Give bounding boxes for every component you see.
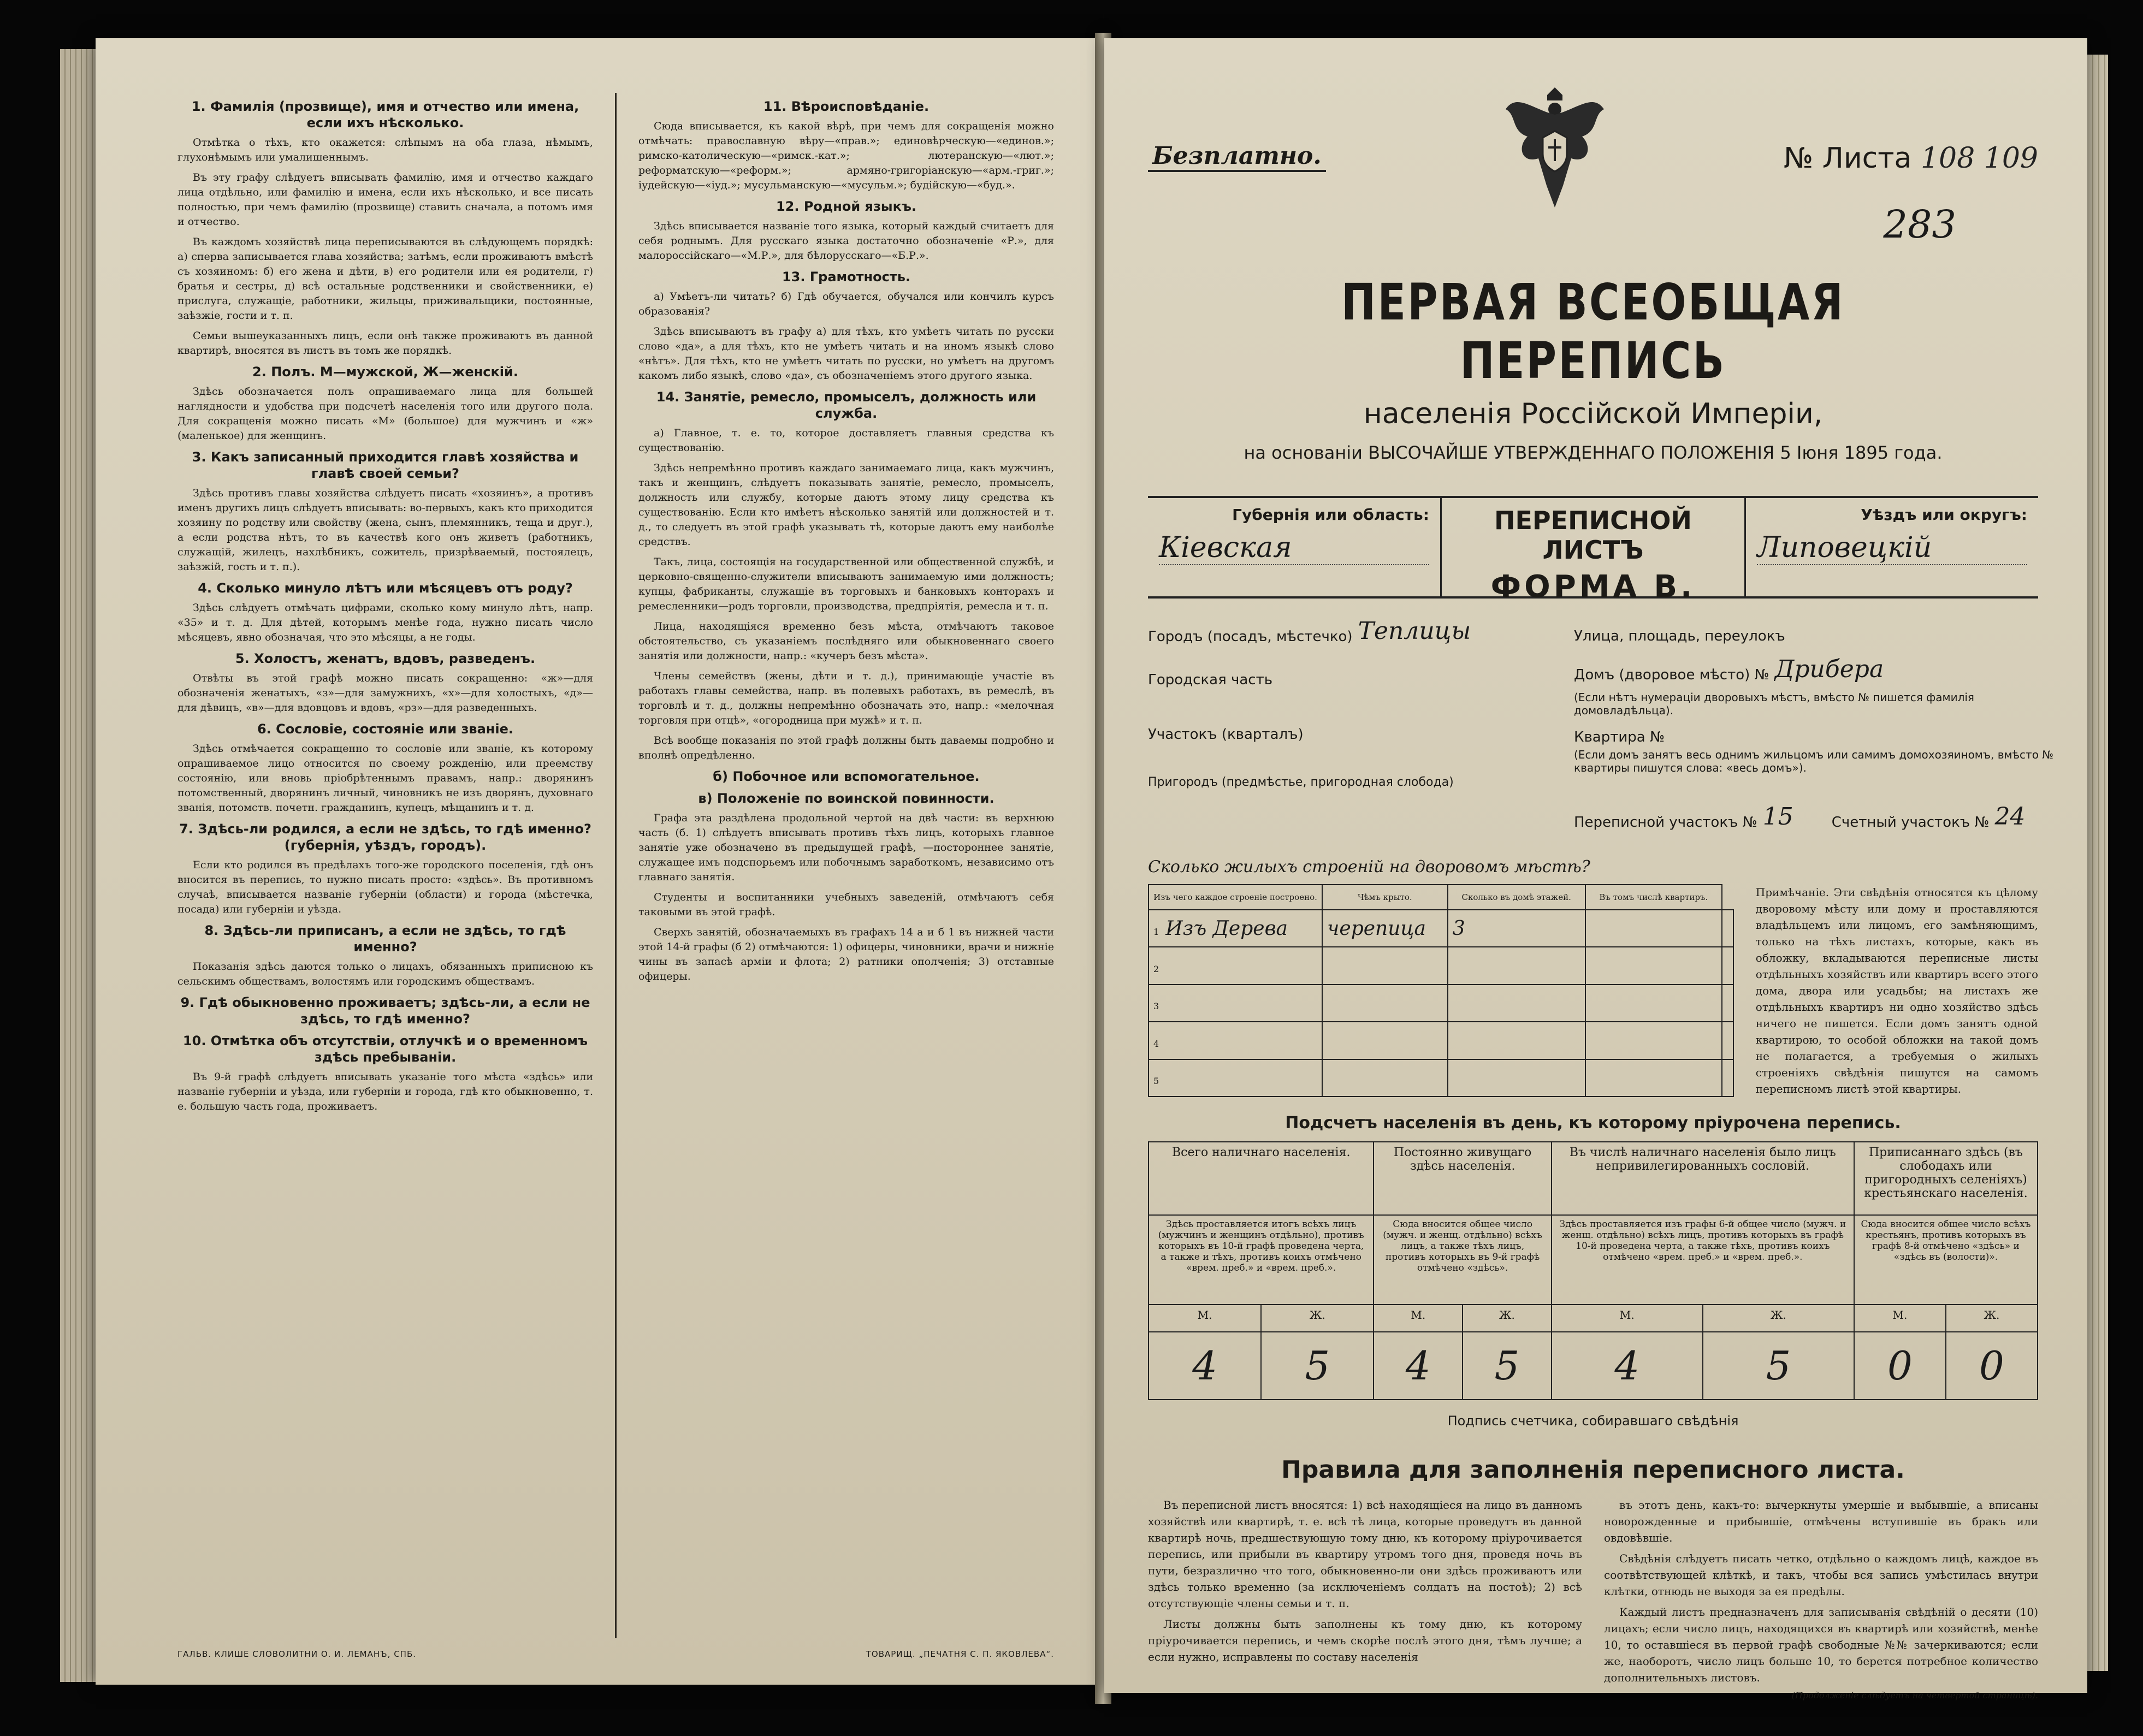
section-heading: 1. Фамилія (прозвище), имя и отчество или имена, если ихъ нѣсколько. xyxy=(191,99,579,131)
count-head-peasants: Приписаннаго здѣсь (въ слободахъ или пригородныхъ селеніяхъ) крестьянскаго населенія. xyxy=(1854,1142,2038,1215)
census-area-row xyxy=(1574,803,2025,831)
buildings-header-flats: Въ томъ числѣ квартиръ. xyxy=(1585,885,1722,910)
rules-title: Правила для заполненія переписного листа. xyxy=(1281,1456,1905,1484)
flats-cell xyxy=(1722,985,1733,1022)
rule-paragraph: Листы должны быть заполнены къ тому дню, къ которому пріурочивается перепись, и чемъ скорѣе послѣ этого дня, тѣмъ лучше; а если нужно, исправлены по составу населенія xyxy=(1148,1617,1582,1663)
population-count-table xyxy=(1148,1141,2038,1400)
female-column-label: Ж. xyxy=(1703,1305,1854,1332)
instruction-paragraph: Всѣ вообще показанія по этой графѣ должны быть даваемы подробно и вполнѣ опредѣленно. xyxy=(638,734,1054,761)
count-desc-permanent: Сюда вносится общее число (мужч. и женщ. отдѣльно) всѣхъ лицъ, а также тѣхъ лицъ, противъ которыхъ въ 9-й графѣ отмѣчено «здѣсь». xyxy=(1374,1215,1551,1305)
count-value: 5 xyxy=(1463,1332,1552,1400)
town-value: Теплицы xyxy=(1358,617,1471,645)
female-column-label: Ж. xyxy=(1261,1305,1374,1332)
uezd-value: Липовецкій xyxy=(1757,531,2027,565)
house-note-row xyxy=(1574,691,2038,717)
buildings-row xyxy=(1149,947,1733,984)
buildings-table xyxy=(1148,884,1734,1097)
count-head-present: Всего наличнаго населенія. xyxy=(1149,1142,1374,1215)
instruction-paragraph: Семьи вышеуказанныхъ лицъ, если онѣ также проживаютъ въ данной квартирѣ, вносятся въ листъ въ томъ же порядкѣ. xyxy=(177,330,593,357)
instruction-paragraph: Члены семействъ (жены, дѣти и т. д.), принимающіе участіе въ работахъ главы семейства, напр. въ полевыхъ работахъ, въ ремеслѣ, въ торговлѣ и т. д., должны непремѣнно обозначать это, напр.: «мелочная торговля при отцѣ», «огородница при мужѣ» и т. п. xyxy=(638,670,1054,726)
population-count-title: Подсчетъ населенія въ день, къ которому пріурочена перепись. xyxy=(1285,1113,1901,1133)
form-type-cell xyxy=(1442,498,1744,605)
census-area-label: Переписной участокъ № xyxy=(1574,814,1757,831)
instruction-paragraph: Такъ, лица, состоящія на государственной или общественной службѣ, и церковно-священно-служители вписываютъ занимаемую ими должность; купцы, фабриканты, служащіе въ торговыхъ и банковыхъ конторахъ и ремесленники—родъ торговли, производства, предпріятія, ремесла и т. п. xyxy=(638,556,1054,612)
section-heading: б) Побочное или вспомогательное. xyxy=(713,769,980,784)
count-area-label: Счетный участокъ № xyxy=(1831,814,1990,831)
section-heading: 5. Холостъ, женатъ, вдовъ, разведенъ. xyxy=(235,651,536,666)
instruction-paragraph: Если кто родился въ предѣлахъ того-же городского поселенія, гдѣ онъ вносится въ перепись, то нужно писать просто: «здѣсь». Въ противномъ случаѣ, вписывается названіе губерніи (области) и города (мѣстечка, посада) или губерніи и уѣзда. xyxy=(177,859,593,915)
material-cell xyxy=(1322,1059,1448,1097)
address-block xyxy=(1148,612,2054,852)
instruction-paragraph: Здѣсь непремѣнно противъ каждаго занимаемаго лица, какъ мужчинъ, такъ и женщинъ, слѣдуетъ показывать занятіе, ремесло, промыселъ, должность или службу, которые даютъ этому лицу средства къ существованію. Если кто имѣетъ нѣсколько занятій или должностей и т. д., то следуетъ въ этой графѣ указывать тѣ, которые даютъ ему наиболѣе средствъ. xyxy=(638,462,1054,548)
right-page xyxy=(1104,38,2087,1701)
form-type-code: ФОРМА В. xyxy=(1490,569,1696,605)
uchastok-row xyxy=(1148,726,1304,743)
instruction-paragraph: Здѣсь обозначается полъ опрашиваемаго лица для большей наглядности и удобства при подсчетѣ населенія того или другого пола. Для сокращенія можно писать «М» (большое) для мужчинъ и «ж» (маленькое) для женщинъ. xyxy=(177,386,593,442)
buildings-row xyxy=(1149,1022,1733,1059)
buildings-question: Сколько жилыхъ строеній на дворовомъ мѣстѣ? xyxy=(1148,857,1590,876)
buildings-section xyxy=(1148,884,2038,1097)
count-value: 5 xyxy=(1261,1332,1374,1400)
instruction-paragraph: Въ эту графу слѣдуетъ вписывать фамилію, имя и отчество каждаго лица отдѣльно, или фамилію и имена, если ихъ нѣсколько, и все писать полностью, при чемъ фамилію (прозвище) ставить сначала, а потомъ имя и отчество. xyxy=(177,171,593,228)
male-column-label: М. xyxy=(1149,1305,1261,1332)
instruction-paragraph: Въ 9-й графѣ слѣдуетъ вписывать указаніе того мѣста «здѣсь» или названіе губерніи и уѣзда, или губерніи и города, гдѣ кто обыкновенно, т. е. большую часть года, проживаетъ. xyxy=(177,1071,593,1112)
female-column-label: Ж. xyxy=(1946,1305,2038,1332)
left-page xyxy=(96,38,1103,1685)
rule-paragraph: Въ переписной листъ вносятся: 1) всѣ находящіеся на лицо въ данномъ хозяйствѣ или квартирѣ, т. е. всѣ тѣ лица, которые проведутъ въ данной квартирѣ ночь, предшествующую тому дню, къ которому пріурочивается перепись, или прибыли въ квартиру утромъ того дня, проведя ночь въ пути, безразлично что того, обыкновенно-ли они здѣсь проживаютъ или здѣсь только временно (за исключеніемъ солдатъ на постоѣ); 2) всѣ отсутствующіе члены семьи и т. п. xyxy=(1148,1498,1582,1610)
count-desc-present: Здѣсь проставляется итогъ всѣхъ лицъ (мужчинъ и женщинъ отдѣльно), противъ которыхъ въ 10-й графѣ проведена черта, а также и тѣхъ, противъ коихъ отмѣчено «врем. преб.» и «врем. преб.». xyxy=(1149,1215,1374,1305)
rules-text xyxy=(1148,1497,2038,1690)
instruction-paragraph: а) Главное, т. е. то, которое доставляетъ главныя средства къ существованію. xyxy=(638,427,1054,454)
instruction-paragraph: Показанія здѣсь даются только о лицахъ, обязанныхъ приписною къ сельскимъ обществамъ, волостямъ или городскимъ обществамъ. xyxy=(177,961,593,987)
row-number xyxy=(1149,985,1322,1022)
count-desc-nonprivileged: Здѣсь проставляется изъ графы 6-й общее число (мужч. и женщ. отдѣльно) всѣхъ лицъ, противъ которыхъ въ графѣ 10-й проведена черта, а также тѣхъ, противъ коихъ отмѣчено «врем. преб.» и «врем. преб.». xyxy=(1552,1215,1854,1305)
count-value: 4 xyxy=(1552,1332,1703,1400)
count-desc-peasants: Сюда вносится общее число всѣхъ крестьянъ, противъ которыхъ въ графѣ 8-й отмѣчено «здѣсь» и «здѣсь въ (волости)». xyxy=(1854,1215,2038,1305)
material-cell xyxy=(1322,985,1448,1022)
double-headed-eagle-icon xyxy=(1495,76,1615,218)
row-number xyxy=(1149,910,1322,947)
uezd-cell xyxy=(1744,498,2038,596)
form-basis: на основаніи ВЫСОЧАЙШЕ УТВЕРЖДЕННАГО ПОЛОЖЕНІЯ 5 Іюня 1895 года. xyxy=(1244,442,1943,463)
rules-column-2 xyxy=(1604,1497,2038,1690)
buildings-header-roof: Чѣмъ крыто. xyxy=(1322,885,1448,910)
uezd-label: Уѣздъ или округъ: xyxy=(1861,506,2027,524)
city-part-label: Городская часть xyxy=(1148,672,1273,688)
buildings-row xyxy=(1149,1059,1733,1097)
instruction-paragraph: Сюда вписывается, къ какой вѣрѣ, при чемъ для сокращенія можно отмѣчать: православную вѣру—«прав.»; единовѣрческую—«единов.»; римско-католическую—«римск.-кат.»; лютеранскую—«лют.»; реформатскую—«реформ.»; армяно-григоріанскую—«арм.-григ.»; іудейскую—«іуд.»; мусульманскую—«мусульм.»; будійскую—«буд.». xyxy=(638,120,1054,191)
row-number xyxy=(1149,1022,1322,1059)
form-title: ПЕРВАЯ ВСЕОБЩАЯ ПЕРЕПИСЬ xyxy=(1341,273,1845,390)
section-heading: 4. Сколько минуло лѣтъ или мѣсяцевъ отъ роду? xyxy=(198,580,573,596)
printer-imprint-right: ТОВАРИЩ. „ПЕЧАТНЯ С. П. ЯКОВЛЕВА“. xyxy=(866,1649,1054,1659)
section-heading: 3. Какъ записанный приходится главѣ хозяйства и главѣ своей семьи? xyxy=(192,449,579,481)
male-column-label: М. xyxy=(1854,1305,1946,1332)
material-cell: черепица xyxy=(1322,910,1448,947)
row-number xyxy=(1149,947,1322,984)
suburb-label: Пригородъ (предмѣстье, пригородная слобода) xyxy=(1148,775,1454,789)
instruction-paragraph: Въ каждомъ хозяйствѣ лица переписываются въ слѣдующемъ порядкѣ: а) сперва записывается глава хозяйства; затѣмъ, если проживаютъ вмѣстѣ съ хозяиномъ: б) его жена и дѣти, в) его родители или ея родители, г) братья и сестры, д) всѣ остальные родственники и свойственники, е) прислуга, служащіе, работники, жильцы, приживальщики, постоянные, заѣзжіе, гости и т. п. xyxy=(177,236,593,322)
row-number-label: 4 xyxy=(1153,1038,1159,1049)
instruction-paragraph: а) Умѣетъ-ли читать? б) Гдѣ обучается, обучался или кончилъ курсъ образованія? xyxy=(638,291,1054,317)
section-heading: 14. Занятіе, ремесло, промыселъ, должность или служба. xyxy=(656,389,1037,421)
suburb-row xyxy=(1148,775,1454,789)
house-label: Домъ (дворовое мѣсто) № xyxy=(1574,667,1769,683)
column-divider xyxy=(615,93,617,1638)
uchastok-label: Участокъ (кварталъ) xyxy=(1148,726,1304,743)
rules-column-1 xyxy=(1148,1497,1582,1690)
section-heading: в) Положеніе по воинской повинности. xyxy=(698,791,994,806)
flats-cell xyxy=(1722,947,1733,984)
floors-cell xyxy=(1585,910,1722,947)
flat-note-row xyxy=(1574,748,2055,774)
roof-cell xyxy=(1448,1059,1585,1097)
house-value: Дрибера xyxy=(1774,655,1884,683)
street-row xyxy=(1574,628,1785,644)
free-label: Безплатно. xyxy=(1148,142,1326,172)
count-area-value: 24 xyxy=(1994,803,2026,831)
buildings-row xyxy=(1149,910,1733,947)
floors-cell xyxy=(1585,1022,1722,1059)
instructions-column-1 xyxy=(177,93,593,1638)
instructions-column-2 xyxy=(638,93,1054,1638)
continuation-note: (Продолженіе слѣдуетъ на четвертой страницѣ). xyxy=(1791,1690,2038,1701)
section-heading: 6. Сословіе, состояніе или званіе. xyxy=(257,721,514,737)
roof-cell xyxy=(1448,985,1585,1022)
sheet-number-value: 108 109 xyxy=(1920,142,2038,175)
gubernia-label: Губернія или область: xyxy=(1232,506,1429,524)
floors-cell xyxy=(1585,1059,1722,1097)
count-value: 0 xyxy=(1854,1332,1946,1400)
floors-cell xyxy=(1585,985,1722,1022)
buildings-row xyxy=(1149,985,1733,1022)
printer-imprint xyxy=(177,1649,1054,1659)
instruction-paragraph: Лица, находящіяся временно безъ мѣста, отмѣчаютъ таковое обстоятельство, съ указаніемъ послѣдняго или обыкновеннаго своего занятія или должности, напр.: «кучеръ безъ мѣста». xyxy=(638,620,1054,662)
sheet-number xyxy=(1784,142,2038,175)
census-area-value: 15 xyxy=(1762,803,1793,831)
instruction-paragraph: Графа эта раздѣлена продольной чертой на двѣ части: въ верхнюю часть (б. 1) слѣдуетъ вписывать противъ тѣхъ лицъ, которыхъ главное занятіе уже обозначено въ предыдущей графѣ, —постороннее занятіе, служащее имъ подспорьемъ или побочнымъ заработкомъ, независимо отъ главнаго занятія. xyxy=(638,812,1054,883)
instruction-paragraph: Здѣсь слѣдуетъ отмѣчать цифрами, сколько кому минуло лѣтъ, напр. «35» и т. д. Для дѣтей, которымъ менѣе года, нужно писать число мѣсяцевъ, явно обозначая, что это мѣсяцы, а не годы. xyxy=(177,602,593,643)
gubernia-cell xyxy=(1148,498,1442,596)
material-cell xyxy=(1322,1022,1448,1059)
row-number-label: 3 xyxy=(1153,1001,1159,1012)
printer-imprint-left: ГАЛЬВ. КЛИШЕ СЛОВОЛИТНИ О. И. ЛЕМАНЪ, СПБ. xyxy=(177,1649,417,1659)
instruction-paragraph: Здѣсь противъ главы хозяйства слѣдуетъ писать «хозяинъ», а противъ именъ другихъ лицъ слѣдуетъ вписывать: во-первыхъ, какъ кто приходится хозяину по родству или свойству (жена, сынъ, племянникъ, теща и друг.), а если родства нѣтъ, то въ качествѣ кого онъ живетъ (работникъ, служащій, жилецъ, нахлѣбникъ, сожитель, призрѣваемый, постоялецъ, заѣзжій, гость и т. п.). xyxy=(177,487,593,573)
roof-cell xyxy=(1448,947,1585,984)
count-head-nonprivileged: Въ числѣ наличнаго населенія было лицъ непривилегированныхъ сословій. xyxy=(1552,1142,1854,1215)
instruction-paragraph: Здѣсь вписываютъ въ графу а) для тѣхъ, кто умѣетъ читать по русски слово «да», а для тѣхъ, кто не умѣетъ читать и на иномъ языкѣ слово «нѣтъ». Для тѣхъ, кто не умѣетъ читать по русски, но умѣетъ на другомъ какомъ либо языкѣ, слово «да», съ обозначеніемъ этого другого языка. xyxy=(638,325,1054,382)
city-part-row xyxy=(1148,672,1272,688)
flats-cell xyxy=(1722,910,1733,947)
count-value: 4 xyxy=(1374,1332,1463,1400)
section-heading: 13. Грамотность. xyxy=(782,269,911,285)
rule-paragraph: Свѣдѣнія слѣдуетъ писать четко, отдѣльно о каждомъ лицѣ, каждое въ соотвѣтствующей клѣткѣ, и такъ, чтобы вся запись умѣстилась внутри клѣтки, отнюдь не выходя за ея предѣлы. xyxy=(1604,1552,2038,1598)
handwritten-code: 283 xyxy=(1883,202,1956,247)
male-column-label: М. xyxy=(1374,1305,1463,1332)
buildings-header-material: Изъ чего каждое строеніе построено. xyxy=(1149,885,1322,910)
form-subtitle: населенія Россійской Имперіи, xyxy=(1363,398,1823,430)
row-number xyxy=(1149,1059,1322,1097)
instruction-paragraph: Сверхъ занятій, обозначаемыхъ въ графахъ 14 а и б 1 въ нижней части этой 14-й графы (б 2) отмѣчаются: 1) офицеры, чиновники, врачи и нижніе чины въ запасѣ арміи и флота; 2) ратники ополченія; 3) отставные офицеры. xyxy=(638,926,1054,982)
flats-cell xyxy=(1722,1059,1733,1097)
town-row xyxy=(1148,617,1471,645)
section-heading: 8. Здѣсь-ли приписанъ, а если не здѣсь, то гдѣ именно? xyxy=(204,923,566,955)
instruction-paragraph: Здѣсь отмѣчается сокращенно то сословіе или званіе, къ которому опрашиваемое лицо относится по своему рожденію, или преемству состоянію, или вновь пріобрѣтеннымъ правамъ, напр.: дворянинъ потомственный, дворянинъ личный, чиновникъ не изъ дворянъ, духовнаго званія, потомств. почетн. гражданинъ, купецъ, мѣщанинъ и т. д. xyxy=(177,743,593,814)
form-header-box xyxy=(1148,496,2038,605)
instruction-paragraph: Здѣсь вписывается названіе того языка, который каждый считаетъ для себя роднымъ. Для русскаго языка достаточно обозначеніе «Р.», для малороссійскаго—«М.Р.», для бѣлорусскаго—«Б.Р.». xyxy=(638,220,1054,262)
rule-paragraph: Каждый листъ предназначенъ для записыванія свѣдѣній о десяти (10) лицахъ; если число лицъ, находящихся въ квартирѣ или хозяйствѣ, менѣе 10, то оставшіеся въ первой графѣ свободные №№ зачеркиваются; если же, наоборотъ, число лицъ больше 10, то берется потребное количество дополнительныхъ листовъ. xyxy=(1604,1605,2038,1684)
floors-cell xyxy=(1585,947,1722,984)
sheet-number-label: № Листа xyxy=(1784,142,1912,175)
count-value: 4 xyxy=(1149,1332,1261,1400)
buildings-note: Примѣчаніе. Эти свѣдѣнія относятся къ цѣлому дворовому мѣсту или дому и проставляются владѣльцемъ или лицомъ, его замѣняющимъ, только на тѣхъ листахъ, которые, какъ въ обложку, вкладываются переписные листы отдѣльныхъ хозяйствъ или квартиръ всего этого дома, двора или усадьбы; на листахъ же отдѣльныхъ квартиръ ни одно хозяйство здѣсь ничего не пишется. Если домъ занятъ одной квартирою, то особой обложки на такой домъ не полагается, а требуемыя о жилыхъ строеніяхъ свѣдѣнія пишутся на самомъ переписномъ листѣ этой квартиры. xyxy=(1755,886,2038,1095)
section-heading: 11. Вѣроисповѣданіе. xyxy=(763,99,930,114)
count-head-permanent: Постоянно живущаго здѣсь населенія. xyxy=(1374,1142,1551,1215)
flat-note: (Если домъ занятъ весь однимъ жильцомъ или самимъ домохозяиномъ, вмѣсто № квартиры пишутся слова: «весь домъ»). xyxy=(1574,748,2054,774)
row-number-label: 5 xyxy=(1153,1076,1159,1087)
form-type-title: ПЕРЕПИСНОЙ ЛИСТЪ xyxy=(1494,506,1692,565)
instruction-paragraph: Студенты и воспитанники учебныхъ заведеній, отмѣчаютъ себя таковыми въ этой графѣ. xyxy=(638,891,1054,918)
gubernia-value: Кіевская xyxy=(1159,531,1429,565)
rule-paragraph: въ этотъ день, какъ-то: вычеркнуты умершіе и выбывшіе, а вписаны новорожденные и прибывшіе, отмѣчены вступившіе въ бракъ или овдовѣвшіе. xyxy=(1604,1498,2038,1544)
instructions-columns xyxy=(177,93,1054,1638)
material-value: Изъ Дерева xyxy=(1165,917,1288,940)
flat-label: Квартира № xyxy=(1574,729,1665,745)
header-row xyxy=(1148,98,2038,191)
street-label: Улица, площадь, переулокъ xyxy=(1574,628,1785,644)
house-note: (Если нѣтъ нумераціи дворовыхъ мѣстъ, вмѣсто № пишется фамилія домовладѣльца). xyxy=(1574,691,1974,717)
flats-cell xyxy=(1722,1022,1733,1059)
town-label: Городъ (посадъ, мѣстечко) xyxy=(1148,629,1353,645)
material-cell xyxy=(1322,947,1448,984)
house-row xyxy=(1574,655,1884,683)
enumerator-signature: Подпись счетчика, собиравшаго свѣдѣнія xyxy=(1447,1413,1739,1429)
roof-cell xyxy=(1448,1022,1585,1059)
male-column-label: М. xyxy=(1552,1305,1703,1332)
section-heading: 9. Гдѣ обыкновенно проживаетъ; здѣсь-ли, а если не здѣсь, то гдѣ именно? xyxy=(180,995,590,1027)
instruction-paragraph: Отмѣтка о тѣхъ, кто окажется: слѣпымъ на оба глаза, нѣмымъ, глухонѣмымъ или умалишеннымъ. xyxy=(177,137,593,163)
roof-cell: 3 xyxy=(1448,910,1585,947)
row-number-label: 2 xyxy=(1153,964,1159,975)
count-value: 5 xyxy=(1703,1332,1854,1400)
flat-row xyxy=(1574,729,1665,745)
count-value: 0 xyxy=(1946,1332,2038,1400)
section-heading: 7. Здѣсь-ли родился, а если не здѣсь, то гдѣ именно? (губернія, уѣздъ, городъ). xyxy=(179,821,591,853)
section-heading: 2. Полъ. М—мужской, Ж—женскій. xyxy=(252,364,518,380)
row-number-label: 1 xyxy=(1153,926,1159,937)
instruction-paragraph: Отвѣты въ этой графѣ можно писать сокращенно: «ж»—для обозначенія женатыхъ, «з»—для замужнихъ, «х»—для холостыхъ, «д»—для дѣвицъ, «в»—для вдовцовъ и вдовъ, «рз»—для разведенныхъ. xyxy=(177,672,593,714)
section-heading: 12. Родной языкъ. xyxy=(775,199,917,214)
female-column-label: Ж. xyxy=(1463,1305,1552,1332)
section-heading: 10. Отмѣтка объ отсутствіи, отлучкѣ и о временномъ здѣсь пребываніи. xyxy=(182,1033,588,1065)
buildings-header-floors: Сколько въ домѣ этажей. xyxy=(1448,885,1585,910)
